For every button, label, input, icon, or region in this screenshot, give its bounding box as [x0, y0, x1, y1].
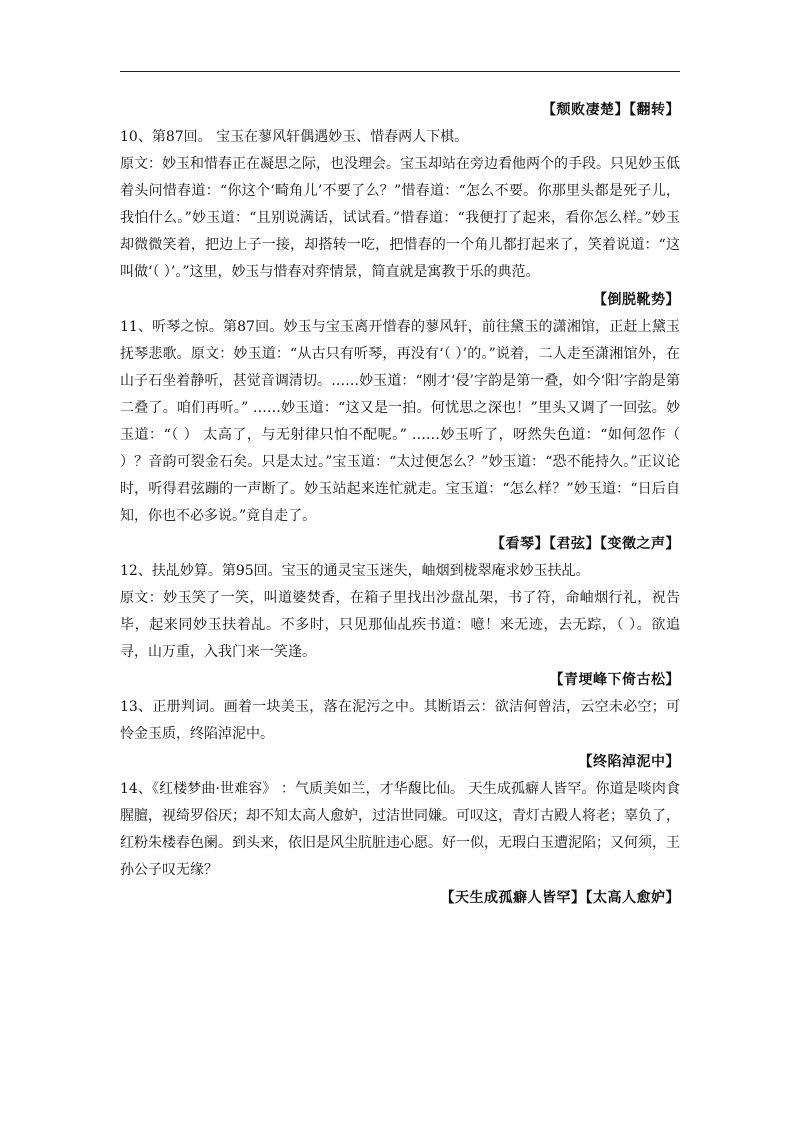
answer-q9: 【颓败凄楚】【翻转】	[542, 102, 680, 118]
q13-text: 13、正册判词。画着一块美玉，落在泥污之中。其断语云：欲洁何曾洁，云空未必空；可怜金玉质，终陷淖泥中。	[120, 699, 680, 742]
q10-text: 原文：妙玉和惜春正在凝思之际，也没理会。宝玉却站在旁边看他两个的手段。只见妙玉低着头问惜春道：“你这个‘畸角儿’不要了么？”惜春道：“怎么不要。你那里头都是死子儿，我怕什么。”妙玉道：“且别说满话，试试看。”惜春道：“我便打了起来，看你怎么样。”妙玉却微微笑着，把边上子一接，却搭转一吃，把惜春的一个角儿都打起来了，笑着说道：“这叫做‘（ ）’。”这里，妙玉与惜春对弈情景，简直就是寓教于乐的典范。	[120, 156, 680, 280]
answer-q14: 【天生成孤癖人皆罕】【太高人愈妒】	[440, 890, 680, 906]
q14-text: 14、《红楼梦曲·世难容》 ：气质美如兰，才华馥比仙。 天生成孤癖人皆罕。你道是啖肉食腥膻，视绮罗俗厌；却不知太高人愈妒，过洁世同嫌。可叹这，青灯古殿人将老；辜负了，红粉朱楼春色阑。到头来，依旧是风尘肮脏违心愿。好一似，无瑕白玉遭泥陷；又何须，王孙公子叹无缘？	[120, 781, 680, 878]
answer-q12: 【青埂峰下倚古松】	[549, 672, 680, 688]
q10-title: 10、第87回。 宝玉在蓼风轩偶遇妙玉、惜春两人下棋。	[120, 129, 469, 145]
answer-q11: 【看琴】【君弦】【变徵之声】	[491, 536, 680, 552]
q11-text: 11、听琴之惊。第87回。妙玉与宝玉离开惜春的蓼风轩，前往黛玉的潇湘馆，正赶上黛玉抚琴悲歌。原文：妙玉道：“从古只有听琴，再没有‘（ ）’的。”说着，二人走至潇湘馆外，在山子石坐着静听，甚觉音调清切。……妙玉道：“刚才‘侵’字韵是第一叠，如今‘阳’字韵是第二叠了。咱们再听。” ……妙玉道：“这又是一拍。何忧思之深也！”里头又调了一回弦。妙玉道：“（ ） 太高了，与无射律只怕不配呢。” ……妙玉听了，呀然失色道：“如何忽作（ ）？音韵可裂金石矣。只是太过。”宝玉道：“太过便怎么？”妙玉道：“恐不能持久。”正议论时，听得君弦蹦的一声断了。妙玉站起来连忙就走。宝玉道：“怎么样？”妙玉道：“日后自知，你也不必多说。”竟自走了。	[120, 319, 680, 524]
answer-q13: 【终陷淖泥中】	[578, 754, 680, 770]
answer-q10: 【倒脱靴势】	[593, 292, 680, 308]
q12-title: 12、扶乩妙算。第95回。宝玉的通灵宝玉迷失，岫烟到栊翠庵求妙玉扶乩。	[120, 563, 590, 579]
header-rule	[120, 71, 680, 72]
document-content	[120, 96, 680, 912]
q12-text: 原文：妙玉笑了一笑，叫道婆焚香，在箱子里找出沙盘乩架，书了符，命岫烟行礼，祝告毕，起来同妙玉扶着乩。不多时，只见那仙乩疾书道：噫！来无迹，去无踪，（ ）。欲追寻，山万重，入我门来一笑逢。	[120, 590, 680, 660]
